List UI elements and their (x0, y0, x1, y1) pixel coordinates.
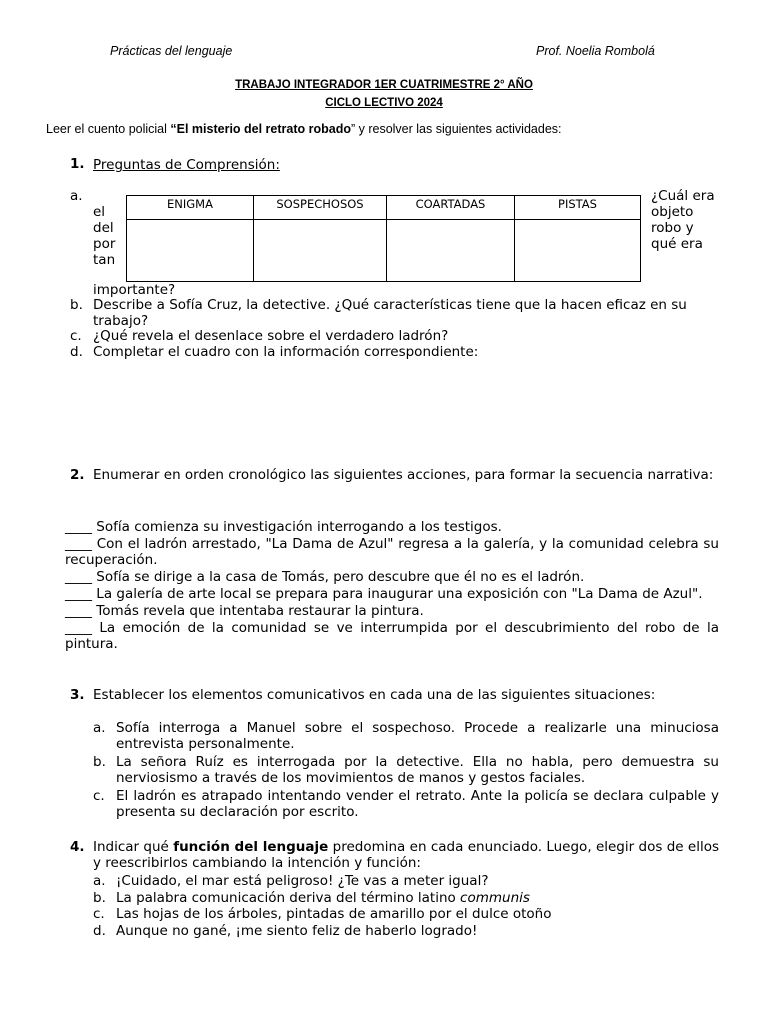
section1-number: 1. (70, 156, 85, 172)
item-4a-text: ¡Cuidado, el mar está peligroso! ¿Te vas a meter igual? (116, 873, 489, 889)
item-3a-text: Sofía interroga a Manuel sobre el sospechoso. Procede a realizarle una minuciosa entrevista personalmente. (116, 720, 719, 752)
item-1a-end: importante? (93, 282, 176, 298)
table-cell-coartadas[interactable] (387, 220, 515, 282)
item-1d-letter: d. (70, 344, 83, 360)
item-1c-letter: c. (70, 328, 82, 344)
table-header-pistas: PISTAS (515, 196, 641, 220)
sequence-item: ____ Con el ladrón arrestado, "La Dama de Azul" regresa a la galería, y la comunidad celebra su recuperación. (65, 536, 719, 568)
table-cell-pistas[interactable] (515, 220, 641, 282)
item-1a-right-text: ¿Cuál era objeto robo y qué era (651, 188, 715, 252)
item-4c-letter: c. (93, 906, 105, 922)
item-3c-letter: c. (93, 788, 105, 804)
table-answer-row (127, 220, 641, 282)
table-header-sospechosos: SOSPECHOSOS (254, 196, 387, 220)
language-function-term: función del lenguaje (173, 839, 329, 855)
latin-term: communis (460, 890, 530, 906)
item-3a-letter: a. (93, 720, 106, 736)
sequence-item: ____ Sofía comienza su investigación interrogando a los testigos. (65, 519, 502, 535)
story-title: “El misterio del retrato robado (170, 122, 351, 136)
detective-table (126, 195, 641, 282)
item-3c-text: El ladrón es atrapado intentando vender el retrato. Ante la policía se declara culpable y presenta su declaración por escrito. (116, 788, 719, 820)
item-3b-letter: b. (93, 754, 106, 770)
item-1a-left-text: el del por tan (93, 204, 116, 268)
item-4b-text: La palabra comunicación deriva del término latino communis (116, 890, 530, 906)
document-subtitle: CICLO LECTIVO 2024 (325, 97, 443, 109)
item-1b-letter: b. (70, 297, 83, 313)
header-teacher: Prof. Noelia Rombolá (536, 44, 655, 58)
item-4c-text: Las hojas de los árboles, pintadas de amarillo por el dulce otoño (116, 906, 552, 922)
table-cell-sospechosos[interactable] (254, 220, 387, 282)
item-1b-text: Describe a Sofía Cruz, la detective. ¿Qué características tiene que la hacen eficaz en su trabajo? (93, 297, 687, 329)
header-subject: Prácticas del lenguaje (110, 44, 233, 58)
table-header-coartadas: COARTADAS (387, 196, 515, 220)
item-1a-letter: a. (70, 188, 83, 204)
item-1d-text: Completar el cuadro con la información correspondiente: (93, 344, 479, 360)
section4-instructions: Indicar qué función del lenguaje predomina en cada enunciado. Luego, elegir dos de ellos y reescribirlos cambiando la intención y función: (93, 839, 719, 871)
section2-instructions: Enumerar en orden cronológico las siguientes acciones, para formar la secuencia narrativa: (93, 467, 714, 483)
table-header-enigma: ENIGMA (127, 196, 254, 220)
item-4a-letter: a. (93, 873, 106, 889)
item-4b-letter: b. (93, 890, 106, 906)
sequence-list (65, 519, 719, 652)
section3-number: 3. (70, 687, 85, 703)
section3-instructions: Establecer los elementos comunicativos en cada una de las siguientes situaciones: (93, 687, 656, 703)
item-3b-text: La señora Ruíz es interrogada por la detective. Ella no habla, pero demuestra su nerviosismo a través de los movimientos de manos y gestos faciales. (116, 754, 719, 786)
sequence-item: ____ La emoción de la comunidad se ve interrumpida por el descubrimiento del robo de la pintura. (65, 620, 719, 652)
item-4d-letter: d. (93, 923, 106, 939)
intro-text: Leer el cuento policial “El misterio del retrato robado” y resolver las siguientes actividades: (46, 122, 562, 136)
sequence-item: ____ Sofía se dirige a la casa de Tomás, pero descubre que él no es el ladrón. (65, 569, 585, 585)
table-cell-enigma[interactable] (127, 220, 254, 282)
item-1c-text: ¿Qué revela el desenlace sobre el verdadero ladrón? (93, 328, 449, 344)
section4-number: 4. (70, 839, 85, 855)
document-title: TRABAJO INTEGRADOR 1ER CUATRIMESTRE 2° AÑO (235, 79, 533, 91)
sequence-item: ____ Tomás revela que intentaba restaurar la pintura. (65, 603, 424, 619)
section2-number: 2. (70, 467, 85, 483)
item-4d-text: Aunque no gané, ¡me siento feliz de haberlo logrado! (116, 923, 478, 939)
table-header-row (127, 196, 641, 220)
sequence-item: ____ La galería de arte local se prepara para inaugurar una exposición con "La Dama de Azul". (65, 586, 703, 602)
section1-heading: Preguntas de Comprensión: (93, 157, 280, 173)
